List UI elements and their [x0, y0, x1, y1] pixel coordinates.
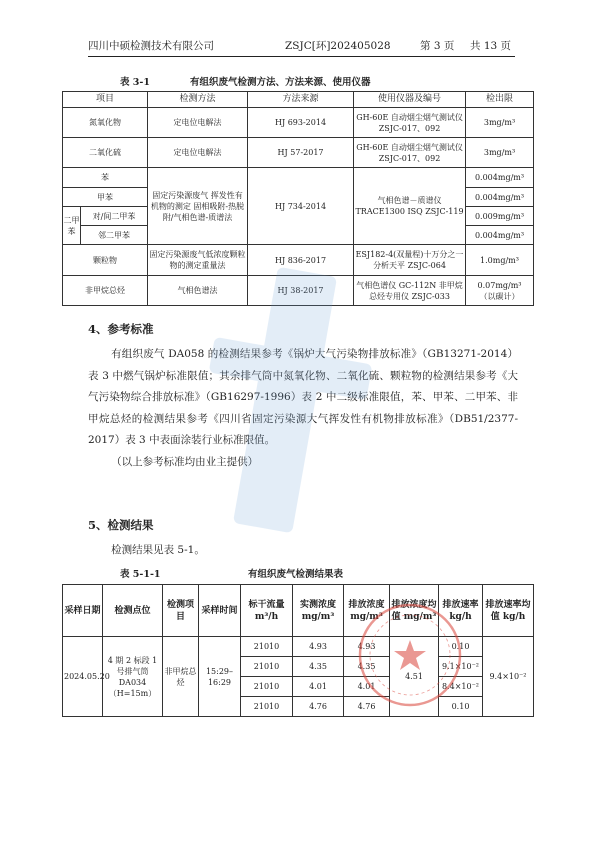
cell-flow: 21010	[241, 677, 293, 697]
cell-instrument: GH-60E 自动烟尘烟气测试仪 ZSJC-017、092	[354, 108, 466, 138]
table-row	[63, 168, 534, 188]
cell-point: 4 期 2 标段 1 号排气筒 DA034（H=15m）	[103, 637, 163, 717]
cell-measured: 4.01	[293, 677, 344, 697]
section5-title: 5、检测结果	[88, 518, 154, 532]
cell-item: 对/间二甲苯	[81, 207, 148, 226]
section4-body	[88, 344, 518, 473]
cell-instrument: 气相色谱仪 GC-112N 非甲烷总烃专用仪 ZSJC-033	[354, 276, 466, 306]
col-limit: 检出限	[466, 92, 534, 108]
cell-rate: 0.10	[439, 637, 483, 657]
cell-emission: 4.35	[344, 657, 390, 677]
cell-rate: 0.10	[439, 697, 483, 717]
col-emission-mean: 排放浓度均值 mg/m³	[390, 585, 439, 637]
cell-limit	[466, 276, 534, 306]
col-item: 检测项目	[163, 585, 199, 637]
cell-source: HJ 734-2014	[248, 168, 354, 245]
section4-note: （以上参考标准均由业主提供）	[111, 455, 259, 468]
cell-method: 固定污染源废气低浓度颗粒物的测定重量法	[148, 245, 248, 276]
table-header-row	[63, 92, 534, 108]
cell-emission: 4.76	[344, 697, 390, 717]
col-rate: 排放速率 kg/h	[439, 585, 483, 637]
cell-emission: 4.01	[344, 677, 390, 697]
company-name: 四川中硕检测技术有限公司	[88, 40, 214, 52]
header-rule	[88, 56, 515, 57]
cell-flow: 21010	[241, 657, 293, 677]
col-point: 检测点位	[103, 585, 163, 637]
col-flow: 标干流量 m³/h	[241, 585, 293, 637]
table-row	[63, 245, 534, 276]
table-row	[63, 138, 534, 168]
cell-rate: 8.4×10⁻²	[439, 677, 483, 697]
cell-item: 苯	[63, 168, 148, 188]
page-total: 共 13 页	[470, 40, 512, 52]
table-row	[63, 276, 534, 306]
cell-measured: 4.93	[293, 637, 344, 657]
section4-title: 4、参考标准	[88, 322, 154, 336]
cell-source: HJ 836-2017	[248, 245, 354, 276]
table51-caption: 有组织废气检测结果表	[248, 569, 344, 580]
cell-emission: 4.93	[344, 637, 390, 657]
cell-item: 邻二甲苯	[81, 226, 148, 245]
cell-rate-mean: 9.4×10⁻²	[483, 637, 534, 717]
cell-limit: 0.004mg/m³	[466, 188, 534, 207]
col-time: 采样时间	[199, 585, 241, 637]
cell-instrument: GH-60E 自动烟尘烟气测试仪 ZSJC-017、092	[354, 138, 466, 168]
cell-limit: 0.009mg/m³	[466, 207, 534, 226]
section5-intro: 检测结果见表 5-1。	[111, 544, 205, 556]
table-row	[63, 108, 534, 138]
cell-item: 非甲烷总烃	[63, 276, 148, 306]
cell-measured: 4.76	[293, 697, 344, 717]
cell-method: 气相色谱法	[148, 276, 248, 306]
limit-note: （以碳计）	[479, 291, 520, 301]
table-row	[63, 637, 534, 657]
cell-method: 定电位电解法	[148, 138, 248, 168]
cell-item: 二氧化硫	[63, 138, 148, 168]
table51-number: 表 5-1-1	[120, 569, 161, 580]
report-number: ZSJC[环]202405028	[285, 40, 391, 52]
table-5-1-1	[62, 584, 534, 717]
cell-time: 15:29–16:29	[199, 637, 241, 717]
col-measured: 实测浓度 mg/m³	[293, 585, 344, 637]
col-method: 检测方法	[148, 92, 248, 108]
cell-limit: 1.0mg/m³	[466, 245, 534, 276]
cell-item: 氮氧化物	[63, 108, 148, 138]
table-3-1	[62, 91, 534, 306]
cell-method: 固定污染源废气 挥发性有机物的测定 固相吸附-热脱附/气相色谱-质谱法	[148, 168, 248, 245]
cell-instrument: 气相色谱－质谱仪 TRACE1300 ISQ ZSJC-119	[354, 168, 466, 245]
cell-flow: 21010	[241, 637, 293, 657]
section5-body	[88, 540, 518, 562]
cell-method: 定电位电解法	[148, 108, 248, 138]
cell-limit: 3mg/m³	[466, 138, 534, 168]
cell-rate: 9.1×10⁻²	[439, 657, 483, 677]
cell-limit: 3mg/m³	[466, 108, 534, 138]
col-item: 项目	[63, 92, 148, 108]
cell-flow: 21010	[241, 697, 293, 717]
cell-limit: 0.004mg/m³	[466, 168, 534, 188]
cell-item: 非甲烷总烃	[163, 637, 199, 717]
col-source: 方法来源	[248, 92, 354, 108]
table-header-row	[63, 585, 534, 637]
section4-paragraph: 有组织废气 DA058 的检测结果参考《锅炉大气污染物排放标准》（GB13271-2014）表 3 中燃气锅炉标准限值；其余排气筒中氮氧化物、二氧化硫、颗粒物的检测结果参考《大气污染物综合排放标准》（GB16297-1996）表 2 中二级标准限值，苯、甲苯、二甲苯、非甲烷总烃的检测结果参考《四川省固定污染源大气挥发性有机物排放标准》（DB51/2377-2017）表 3 中表面涂装行业标准限值。	[88, 348, 518, 446]
cell-source: HJ 38-2017	[248, 276, 354, 306]
cell-instrument: ESJ182-4(双量程)十万分之一分析天平 ZSJC-064	[354, 245, 466, 276]
col-rate-mean: 排放速率均值 kg/h	[483, 585, 534, 637]
limit-value: 0.07mg/m³	[477, 280, 522, 290]
cell-source: HJ 693-2014	[248, 108, 354, 138]
table31-caption: 有组织废气检测方法、方法来源、使用仪器	[190, 77, 371, 88]
cell-date: 2024.05.20	[63, 637, 103, 717]
cell-measured: 4.35	[293, 657, 344, 677]
col-emission: 排放浓度 mg/m³	[344, 585, 390, 637]
cell-limit: 0.004mg/m³	[466, 226, 534, 245]
cell-source: HJ 57-2017	[248, 138, 354, 168]
cell-group: 二甲苯	[63, 207, 81, 245]
table31-number: 表 3-1	[120, 77, 150, 88]
cell-item: 甲苯	[63, 188, 148, 207]
page-number: 第 3 页	[420, 40, 455, 52]
col-date: 采样日期	[63, 585, 103, 637]
cell-item: 颗粒物	[63, 245, 148, 276]
cell-emission-mean: 4.51	[390, 637, 439, 717]
col-instrument: 使用仪器及编号	[354, 92, 466, 108]
